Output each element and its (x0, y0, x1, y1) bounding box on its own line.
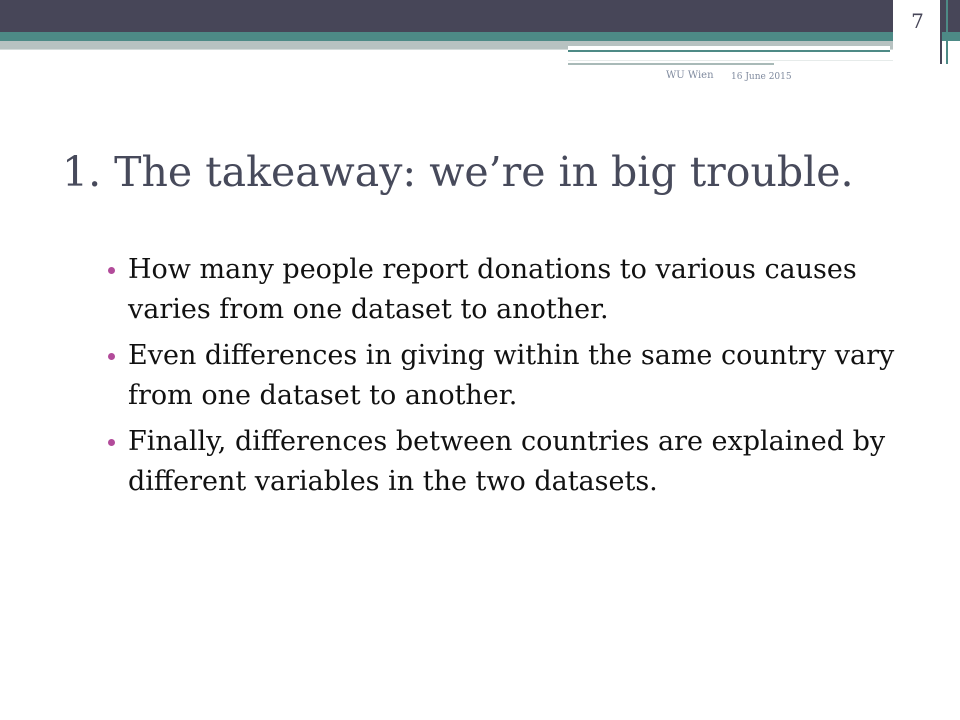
bullet-marker (108, 353, 115, 360)
bullet-marker (108, 267, 115, 274)
date-label: 16 June 2015 (731, 72, 792, 82)
bullet-item (108, 422, 908, 502)
bullet-item (108, 250, 908, 330)
bullet-marker (108, 439, 115, 446)
bullet-list (108, 250, 908, 508)
header-vertical-line-teal (946, 0, 948, 64)
header-bar-dark (0, 0, 960, 32)
header-slot-line (568, 50, 890, 52)
bullet-text: Even differences in giving within the same country vary from one dataset to another. (128, 340, 895, 411)
header-accent-line (568, 63, 774, 65)
bullet-item (108, 336, 908, 416)
header-accent-line-light (568, 60, 928, 61)
slide-title: 1. The takeaway: we’re in big trouble. (62, 148, 854, 196)
bullet-text: How many people report donations to various causes varies from one dataset to another. (128, 254, 857, 325)
header-bar-teal (0, 32, 960, 41)
bullet-text: Finally, differences between countries are explained by different variables in the two datasets. (128, 426, 886, 497)
page-number: 7 (911, 9, 924, 33)
organization-label: WU Wien (666, 70, 714, 81)
